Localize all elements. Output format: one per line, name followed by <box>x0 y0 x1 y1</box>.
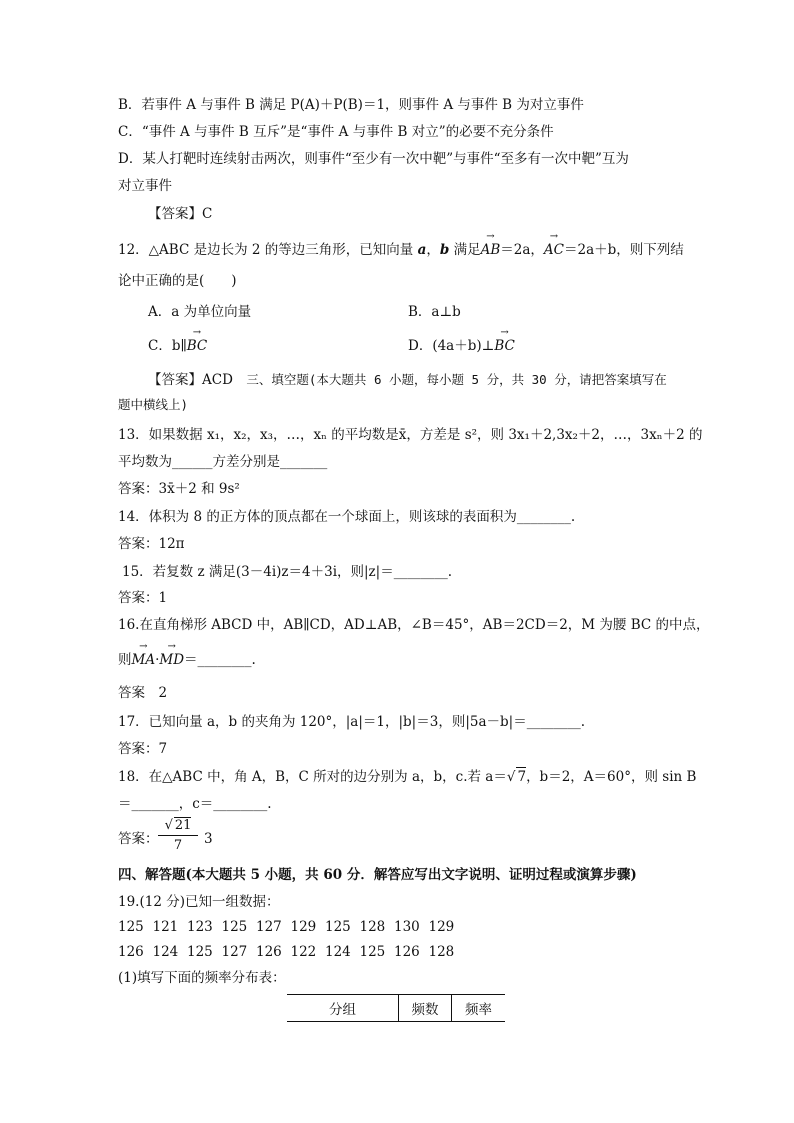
vector-ma: → MA <box>131 641 156 668</box>
q11-option-d-line2: 对立事件 <box>118 178 172 194</box>
q11-option-c: C．“事件 A 与事件 B 互斥”是“事件 A 与事件 B 对立”的必要不充分条件 <box>118 124 554 140</box>
q15-stem: 15．若复数 z 满足(3－4i)z＝4＋3i，则|z|＝________. <box>122 564 453 580</box>
q12-stem-part2: 满足 <box>449 242 481 258</box>
q12-option-a: A．a 为单位向量 <box>148 304 252 320</box>
q16-answer: 答案 2 <box>118 685 168 701</box>
vector-ab: → AB <box>480 231 501 258</box>
fraction-denominator: 7 <box>173 838 183 853</box>
q12-stem-line2: 论中正确的是( ) <box>118 273 237 289</box>
vector-ac: → AC <box>543 231 564 258</box>
q14-stem: 14．体积为 8 的正方体的顶点都在一个球面上，则该球的表面积为________. <box>118 509 576 525</box>
q12-answer-and-section3: 【答案】ACD 三、填空题(本大题共 6 小题，每小题 5 分，共 30 分，请把答案填写在 <box>148 372 667 388</box>
q18-stem-line2: ＝_______，c＝________. <box>118 796 272 812</box>
col-relative-frequency: 频率 <box>452 995 506 1022</box>
section3-heading: 三、填空题(本大题共 6 小题，每小题 5 分，共 30 分，请把答案填写在 <box>246 372 667 387</box>
q19-part1: (1)填写下面的频率分布表： <box>118 970 286 986</box>
q12-option-c: C．b∥ → BC <box>148 327 208 354</box>
q18-answer-c: 3 <box>204 831 213 847</box>
q11-answer: 【答案】C <box>148 206 213 222</box>
q17-stem: 17．已知向量 a，b 的夹角为 120°，|a|＝1，|b|＝3，则|5a－b|＝________. <box>118 714 585 730</box>
q11-option-d-line1: D．某人打靶时连续射击两次，则事件“至少有一次中靶”与事件“至多有一次中靶”互为 <box>118 151 629 167</box>
q12-eq2: ＝2a＋b，则下列结 <box>563 242 684 258</box>
col-group: 分组 <box>287 995 399 1022</box>
q17-answer: 答案：7 <box>118 741 168 757</box>
q18-answer-fraction: $\frac{√ 21}{7}$ <box>158 817 198 853</box>
q13-stem-line1: 13．如果数据 x₁，x₂，x₃，…，xₙ 的平均数是x̄，方差是 s²，则 3x₁＋2,3x₂＋2，…，3xₙ＋2 的 <box>118 427 703 443</box>
section3-heading-cont: 题中横线上) <box>118 397 189 412</box>
col-frequency: 频数 <box>399 995 452 1022</box>
q19-stem: 19.(12 分)已知一组数据： <box>118 894 280 910</box>
q12-stem-line1: 12．△ABC 是边长为 2 的等边三角形，已知向量 a，b 满足 → AB＝2a， → AC＝2a＋b，则下列结 <box>118 231 684 258</box>
q14-answer: 答案：12π <box>118 536 185 552</box>
q19-data-row1: 125 121 123 125 127 129 125 128 130 129 <box>118 919 455 935</box>
q12-stem-part1: 12．△ABC 是边长为 2 的等边三角形，已知向量 <box>118 242 418 258</box>
sqrt-21: 21 <box>174 818 192 833</box>
vector-bc: → BC <box>186 327 208 354</box>
q18-answer-label: 答案： <box>118 831 159 847</box>
vector-md: → MD <box>159 641 185 668</box>
vector-bc: → BC <box>494 327 515 354</box>
q18-stem-line1: 18．在△ABC 中，角 A，B，C 所对的边分别为 a，b，c.若 a＝√ 7，b＝2，A＝60°，则 sin B <box>118 769 697 785</box>
section4-heading: 四、解答题(本大题共 5 小题，共 60 分．解答应写出文字说明、证明过程或演算步骤) <box>118 867 637 883</box>
q16-stem-line2: 则 → MA· → MD＝________. <box>118 641 256 668</box>
q12-option-d: D．(4a＋b)⊥ → BC <box>408 327 515 354</box>
q19-data-row2: 126 124 125 127 126 122 124 125 126 128 <box>118 944 455 960</box>
q15-answer: 答案：1 <box>118 590 168 606</box>
q16-stem-line1: 16.在直角梯形 ABCD 中，AB∥CD，AD⊥AB，∠B＝45°，AB＝2CD＝2，M 为腰 BC 的中点， <box>118 617 710 633</box>
sqrt-7: 7 <box>517 769 527 785</box>
q12-option-b: B．a⊥b <box>408 304 461 320</box>
frequency-table <box>287 994 505 1022</box>
table-header-row <box>287 995 505 1022</box>
q12-eq1: ＝2a， <box>500 242 544 258</box>
q13-stem-line2: 平均数为______方差分别是_______ <box>118 454 328 470</box>
q13-answer: 答案：3x̄＋2 和 9s² <box>118 481 240 497</box>
q11-option-b: B．若事件 A 与事件 B 满足 P(A)＋P(B)＝1，则事件 A 与事件 B 为对立事件 <box>118 97 584 113</box>
